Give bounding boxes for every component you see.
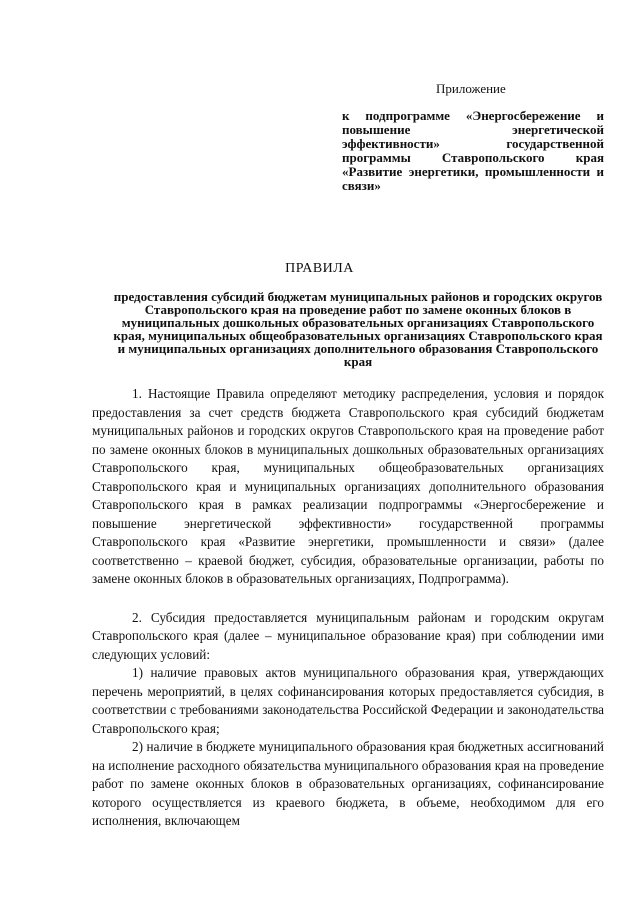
appendix-title: Приложение	[436, 81, 506, 96]
rules-title: ПРАВИЛА	[285, 261, 354, 276]
appendix-text: к подпрограмме «Энергосбережение и повышение энергетической эффективности» государственной программы Ставропольского края «Развитие энергетики, промышленности и связи»	[342, 108, 604, 193]
paragraph-2-item-1: 1) наличие правовых актов муниципального образования края, утверждающих перечень мероприятий, в целях софинансирования которых предоставляется субсидия, в соответствии с требованиями законодательства Российской Федерации и законодательства Ставропольского края;	[92, 665, 604, 736]
paragraph-1: 1. Настоящие Правила определяют методику распределения, условия и порядок предоставления за счет средств бюджета Ставропольского края субсидий бюджетам муниципальных районов и городских округов Ставропольского края на проведение работ по замене оконных блоков в муниципальных дошкольных образовательных организациях Ставропольского края, муниципальных общеобразовательных организациях Ставропольского края и муниципальных организациях дополнительного образования Ставропольского края в рамках реализации подпрограммы «Энергосбережение и повышение энергетической эффективности» государственной программы Ставропольского края «Развитие энергетики, промышленности и связи» (далее соответственно – краевой бюджет, субсидия, образовательные организации, работы по замене оконных блоков в образовательных организациях, Подпрограмма).	[92, 386, 604, 586]
appendix-block	[342, 82, 604, 193]
rules-subtitle: предоставления субсидий бюджетам муниципальных районов и городских округов Ставропольского края на проведение работ по замене оконных блоков в муниципальных дошкольных образовательных организациях Ставропольского края, муниципальных общеобразовательных организациях Ставропольского края и муниципальных организациях дополнительного образования Ставропольского края	[113, 289, 603, 369]
paragraph-2: 2. Субсидия предоставляется муниципальным районам и городским округам Ставропольского края (далее – муниципальное образование края) при соблюдении ими следующих условий:	[92, 609, 604, 662]
document-body	[92, 385, 604, 831]
paragraph-2-item-2: 2) наличие в бюджете муниципального образования края бюджетных ассигнований на исполнение расходного обязательства муниципального образования края на проведение работ по замене оконных блоков в образовательных организациях, софинансирование которого осуществляется из краевого бюджета, в объеме, необходимом для его исполнения, включающем	[92, 739, 604, 828]
